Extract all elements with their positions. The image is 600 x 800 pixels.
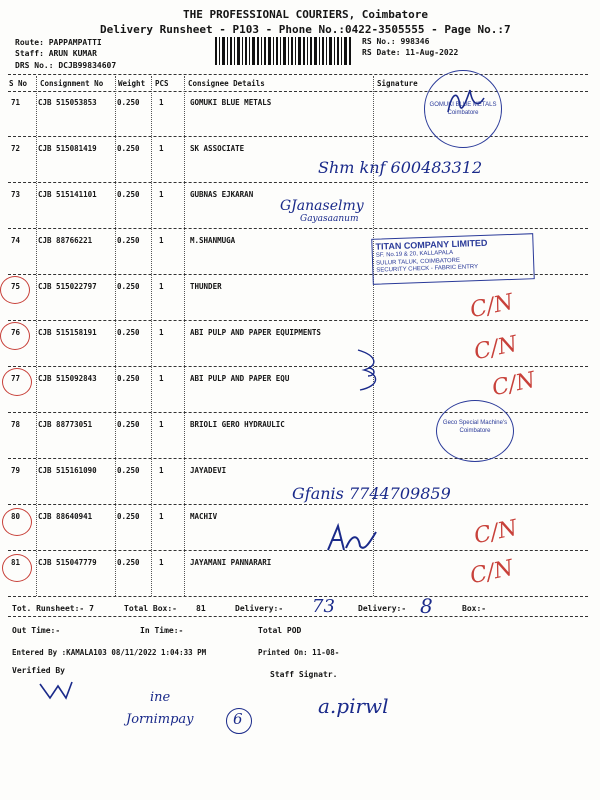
titan-stamp: TITAN COMPANY LIMITED SF. No.19 & 20, KALLAPALA SULUR TALUK, COIMBATORE SECURITY CHECK - FABRIC ENTRY bbox=[371, 233, 535, 285]
signature-row79: Gfanis 7744709859 bbox=[292, 484, 451, 503]
route-label: Route: PAPPAMPATTI bbox=[15, 38, 102, 47]
row-separator bbox=[8, 504, 588, 505]
row-pcs: 1 bbox=[159, 466, 164, 475]
row-consignment: CJB 88773051 bbox=[38, 420, 93, 429]
in-time: In Time:- bbox=[140, 626, 184, 635]
signature-row71 bbox=[444, 84, 488, 120]
signature-row72: Shm knf 600483312 bbox=[318, 158, 483, 177]
geco-stamp: Geco Special Machine's Coimbatore bbox=[436, 400, 514, 462]
row-sno: 76 bbox=[11, 328, 21, 337]
col-sep bbox=[151, 76, 152, 596]
verified-by: Verified By bbox=[12, 666, 65, 675]
cn-mark-80: C/N bbox=[471, 515, 520, 550]
staff-signature-label: Staff Signatr. bbox=[270, 670, 338, 679]
row-sno: 80 bbox=[11, 512, 21, 521]
barcode bbox=[215, 37, 355, 65]
row-pcs: 1 bbox=[159, 420, 164, 429]
cn-mark-77: C/N bbox=[489, 367, 538, 402]
row-sno: 81 bbox=[11, 558, 21, 567]
red-circle-75 bbox=[0, 276, 30, 304]
row-separator bbox=[8, 366, 588, 367]
row-weight: 0.250 bbox=[117, 328, 140, 337]
row-consignee: GOMUKI BLUE METALS bbox=[190, 98, 272, 107]
row-consignment: CJB 515047779 bbox=[38, 558, 97, 567]
row-consignment: CJB 515141101 bbox=[38, 190, 97, 199]
row-consignment: CJB 515022797 bbox=[38, 282, 97, 291]
row-consignment: CJB 515158191 bbox=[38, 328, 97, 337]
rs-date: RS Date: 11-Aug-2022 bbox=[362, 48, 459, 57]
red-circle-81 bbox=[2, 554, 32, 582]
row-consignment: CJB 88766221 bbox=[38, 236, 93, 245]
signature-row80 bbox=[324, 520, 384, 556]
cn-mark-75: C/N bbox=[467, 289, 516, 324]
row-separator bbox=[8, 458, 588, 459]
row-separator bbox=[8, 182, 588, 183]
red-circle-77 bbox=[2, 368, 32, 396]
row-weight: 0.250 bbox=[117, 98, 140, 107]
row-pcs: 1 bbox=[159, 144, 164, 153]
cn-mark-76: C/N bbox=[471, 331, 520, 366]
row-consignment: CJB 515053853 bbox=[38, 98, 97, 107]
row-separator bbox=[8, 320, 588, 321]
total-box2: Box:- bbox=[462, 604, 487, 613]
row-sno: 75 bbox=[11, 282, 21, 291]
row-weight: 0.250 bbox=[117, 236, 140, 245]
row-consignee: SK ASSOCIATE bbox=[190, 144, 245, 153]
col-sep bbox=[115, 76, 116, 596]
total-pod: Total POD bbox=[258, 626, 302, 635]
header-rule-top bbox=[8, 74, 588, 75]
col-weight: Weight bbox=[118, 79, 146, 88]
out-time: Out Time:- bbox=[12, 626, 61, 635]
rs-number: RS No.: 998346 bbox=[362, 37, 430, 46]
handwritten-initial: ine bbox=[150, 690, 171, 705]
row-weight: 0.250 bbox=[117, 144, 140, 153]
total-handwritten-undelivered: 8 bbox=[420, 594, 433, 618]
signature-row73: GJanaselmy bbox=[280, 198, 364, 214]
row-pcs: 1 bbox=[159, 512, 164, 521]
row-weight: 0.250 bbox=[117, 558, 140, 567]
row-pcs: 1 bbox=[159, 282, 164, 291]
cn-mark-81: C/N bbox=[467, 555, 516, 590]
row-consignee: THUNDER bbox=[190, 282, 222, 291]
row-pcs: 1 bbox=[159, 328, 164, 337]
total-delivery: Delivery:- bbox=[235, 604, 284, 613]
col-sep bbox=[184, 76, 185, 596]
row-consignee: JAYADEVI bbox=[190, 466, 227, 475]
row-pcs: 1 bbox=[159, 558, 164, 567]
row-consignee: ABI PULP AND PAPER EQUIPMENTS bbox=[190, 328, 321, 337]
row-consignee: MACHIV bbox=[190, 512, 218, 521]
row-sno: 77 bbox=[11, 374, 21, 383]
col-sep bbox=[373, 76, 374, 596]
circled-number: 6 bbox=[226, 708, 252, 734]
total-runsheet: Tot. Runsheet:- 7 bbox=[12, 604, 94, 613]
col-consignee: Consignee Details bbox=[188, 79, 265, 88]
signature-row73-b: Gayasaanum bbox=[300, 214, 359, 224]
total-box-label: Total Box:- bbox=[124, 604, 177, 613]
total-box-value: 81 bbox=[196, 604, 206, 613]
row-separator bbox=[8, 596, 588, 597]
runsheet-title: Delivery Runsheet - P103 - Phone No.:0422-3505555 - Page No.:7 bbox=[100, 23, 511, 36]
col-sep bbox=[36, 76, 37, 596]
row-pcs: 1 bbox=[159, 98, 164, 107]
row-weight: 0.250 bbox=[117, 190, 140, 199]
printed-on: Printed On: 11-08- bbox=[258, 648, 340, 657]
row-consignee: BRIOLI GERO HYDRAULIC bbox=[190, 420, 285, 429]
row-weight: 0.250 bbox=[117, 374, 140, 383]
red-circle-76 bbox=[0, 322, 30, 350]
entered-by: Entered By :KAMALA103 08/11/2022 1:04:33 PM bbox=[12, 648, 207, 657]
col-sno: S No bbox=[9, 79, 28, 88]
row-sno: 79 bbox=[11, 466, 21, 475]
row-separator bbox=[8, 550, 588, 551]
gomuki-stamp: GOMUKI BLUE METALS Coimbatore bbox=[424, 70, 502, 148]
header-rule-bottom bbox=[8, 91, 588, 92]
row-separator bbox=[8, 228, 588, 229]
row-sno: 74 bbox=[11, 236, 21, 245]
row-sno: 71 bbox=[11, 98, 21, 107]
totals-rule bbox=[8, 616, 588, 617]
company-title: THE PROFESSIONAL COURIERS, Coimbatore bbox=[183, 8, 429, 21]
row-pcs: 1 bbox=[159, 236, 164, 245]
staff-label: Staff: ARUN KUMAR bbox=[15, 49, 97, 58]
row-consignee: ABI PULP AND PAPER EQU bbox=[190, 374, 290, 383]
row-weight: 0.250 bbox=[117, 282, 140, 291]
row-pcs: 1 bbox=[159, 374, 164, 383]
row-consignment: CJB 515092843 bbox=[38, 374, 97, 383]
total-not-delivery: Delivery:- bbox=[358, 604, 407, 613]
row-pcs: 1 bbox=[159, 190, 164, 199]
row-weight: 0.250 bbox=[117, 420, 140, 429]
row-consignment: CJB 515081419 bbox=[38, 144, 97, 153]
row-consignee: M.SHANMUGA bbox=[190, 236, 236, 245]
row-consignee: GUBNAS EJKARAN bbox=[190, 190, 254, 199]
row-sno: 73 bbox=[11, 190, 21, 199]
staff-signature: a.pirwl bbox=[318, 694, 389, 718]
col-consignment: Consignment No bbox=[40, 79, 104, 88]
row-consignee: JAYAMANI PANNARARI bbox=[190, 558, 272, 567]
verified-initial bbox=[36, 678, 76, 702]
row-consignment: CJB 515161090 bbox=[38, 466, 97, 475]
row-weight: 0.250 bbox=[117, 466, 140, 475]
row-separator bbox=[8, 136, 588, 137]
drs-label: DRS No.: DCJB99834607 bbox=[15, 61, 117, 70]
row-sno: 78 bbox=[11, 420, 21, 429]
total-handwritten-delivered: 73 bbox=[312, 596, 335, 617]
signature-row76 bbox=[352, 346, 388, 394]
red-circle-80 bbox=[2, 508, 32, 536]
handwritten-bottom-signature: Jornimpay bbox=[126, 712, 194, 727]
col-signature: Signature bbox=[377, 79, 418, 88]
row-consignment: CJB 88640941 bbox=[38, 512, 93, 521]
row-sno: 72 bbox=[11, 144, 21, 153]
row-weight: 0.250 bbox=[117, 512, 140, 521]
col-pcs: PCS bbox=[155, 79, 169, 88]
